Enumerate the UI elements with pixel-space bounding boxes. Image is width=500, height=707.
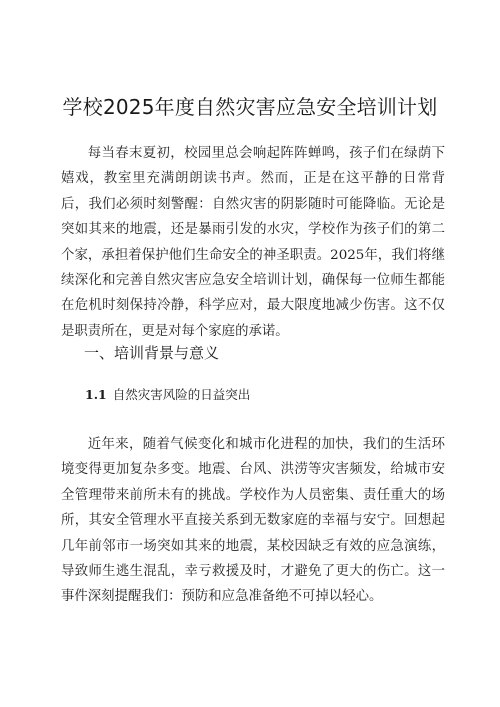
subsection-heading — [85, 386, 250, 404]
document-title: 学校2025年度自然灾害应急安全培训计划 — [62, 95, 438, 119]
subsection-number: 1.1 — [85, 387, 107, 402]
section-heading-background: 一、培训背景与意义 — [84, 344, 220, 362]
subsection-title: 自然灾害风险的日益突出 — [112, 387, 251, 402]
intro-paragraph: 每当春末夏初，校园里总会响起阵阵蝉鸣，孩子们在绿荫下嬉戏，教室里充满朗朗读书声。然而，正是在这平静的日常背后，我们必须时刻警醒：自然灾害的阴影随时可能降临。无论是突如其来的地震，还是暴雨引发的水灾，学校作为孩子们的第二个家，承担着保护他们生命安全的神圣职责。2025年，我们将继续深化和完善自然灾害应急安全培训计划，确保每一位师生都能在危机时刻保持冷静，科学应对，最大限度地减少伤害。这不仅是职责所在，更是对每个家庭的承诺。 — [61, 146, 445, 339]
body-paragraph: 近年来，随着气候变化和城市化进程的加快，我们的生活环境变得更加复杂多变。地震、台风、洪涝等灾害频发，给城市安全管理带来前所未有的挑战。学校作为人员密集、责任重大的场所，其安全管理水平直接关系到无数家庭的幸福与安宁。回想起几年前邻市一场突如其来的地震，某校因缺乏有效的应急演练，导致师生逃生混乱，幸亏救援及时，才避免了更大的伤亡。这一事件深刻提醒我们：预防和应急准备绝不可掉以轻心。 — [61, 437, 445, 605]
